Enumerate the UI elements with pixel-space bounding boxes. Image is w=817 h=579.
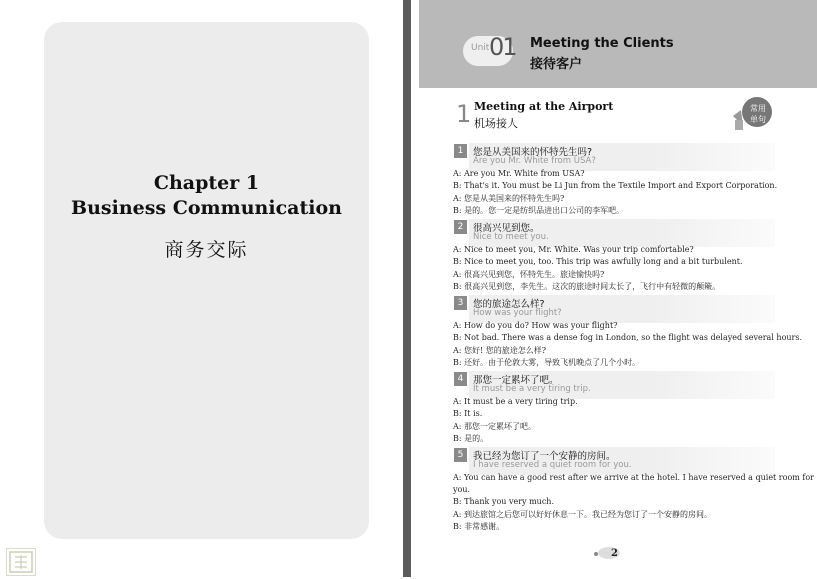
phrase-number: 3: [454, 296, 467, 310]
chapter-title-chinese: 商务交际: [164, 239, 249, 261]
seal-glyph-icon: [7, 549, 35, 575]
phrase-english: I have reserved a quiet room for you.: [473, 460, 632, 470]
phrase-english: Nice to meet you.: [473, 232, 549, 242]
book-gutter: [403, 0, 411, 577]
dialogue-line: A: 您好! 您的旅途怎么样?: [453, 346, 547, 355]
badge-label-line1: 常用: [750, 104, 766, 113]
dialogue-line: you.: [453, 485, 471, 494]
phrase-english: How was your flight?: [473, 308, 562, 318]
dialogue-line: B: Not bad. There was a dense fog in London, so the flight was delayed several hours.: [453, 333, 803, 342]
dialogue-line: A: 到达旅馆之后您可以好好休息一下。我已经为您订了一个安静的房间。: [453, 510, 713, 519]
section-title: Meeting at the Airport: [474, 100, 614, 113]
phrase-chinese: 那您一定累坏了吧。: [473, 375, 559, 386]
unit-title-chinese: 接待客户: [530, 57, 583, 72]
dialogue-line: A: 您是从美国来的怀特先生吗?: [453, 194, 565, 203]
dialogue-line: B: 非常感谢。: [453, 522, 505, 531]
dialogue-line: A: Nice to meet you, Mr. White. Was your trip comfortable?: [453, 245, 694, 254]
dialogue-line: A: 很高兴见到您，怀特先生。旅途愉快吗?: [453, 270, 605, 279]
dialogue-line: A: Are you Mr. White from USA?: [453, 169, 585, 178]
dialogue-line: B: 是的。: [453, 434, 489, 443]
phrase-number: 1: [454, 144, 467, 158]
phrase-chinese: 很高兴见到您。: [473, 223, 540, 234]
phrase-chinese: 您是从美国来的怀特先生吗?: [473, 147, 593, 158]
section-number: 1: [456, 100, 472, 128]
right-page: [411, 0, 817, 577]
phrase-english: Are you Mr. White from USA?: [473, 156, 596, 166]
unit-label: Unit: [471, 43, 490, 53]
phrase-number: 5: [454, 448, 467, 462]
unit-title: Meeting the Clients: [530, 36, 674, 51]
chapter-subtitle: Business Communication: [71, 197, 342, 219]
dialogue-line: B: 还好。由于伦敦大雾，导致飞机晚点了几个小时。: [453, 358, 641, 367]
phrase-chinese: 我已经为您订了一个安静的房间。: [473, 451, 616, 462]
unit-banner: [419, 0, 817, 88]
dialogue-line: B: 是的。您一定是纺织品进出口公司的李军吧。: [453, 206, 625, 215]
phrase-number: 4: [454, 372, 467, 386]
page-number: 2: [611, 548, 618, 559]
badge-label-line2: 单句: [750, 115, 766, 124]
dialogue-line: B: 很高兴见到您，李先生。这次的旅途时间太长了，飞行中有轻微的颠簸。: [453, 282, 721, 291]
phrase-chinese: 您的旅途怎么样?: [473, 299, 545, 310]
section-title-chinese: 机场接人: [474, 117, 518, 130]
left-page: [0, 0, 400, 577]
unit-number: 01: [489, 33, 516, 61]
chapter-title: Chapter 1: [153, 172, 260, 194]
dialogue-line: B: Thank you very much.: [453, 497, 555, 506]
phrase-english: It must be a very tiring trip.: [473, 384, 591, 394]
phrase-number: 2: [454, 220, 467, 234]
dialogue-line: A: 那您一定累坏了吧。: [453, 422, 537, 431]
dialogue-line: A: How do you do? How was your flight?: [453, 321, 618, 330]
dialogue-line: A: You can have a good rest after we arrive at the hotel. I have reserved a quiet room for: [453, 473, 814, 482]
seal-stamp-icon: [6, 548, 36, 576]
chapter-title-card: [44, 22, 369, 539]
dialogue-line: B: That's it. You must be Li Jun from the Textile Import and Export Corporation.: [453, 181, 778, 190]
dialogue-line: B: It is.: [453, 409, 483, 418]
dialogue-line: B: Nice to meet you, too. This trip was awfully long and a bit turbulent.: [453, 257, 743, 266]
dialogue-line: A: It must be a very tiring trip.: [453, 397, 578, 406]
